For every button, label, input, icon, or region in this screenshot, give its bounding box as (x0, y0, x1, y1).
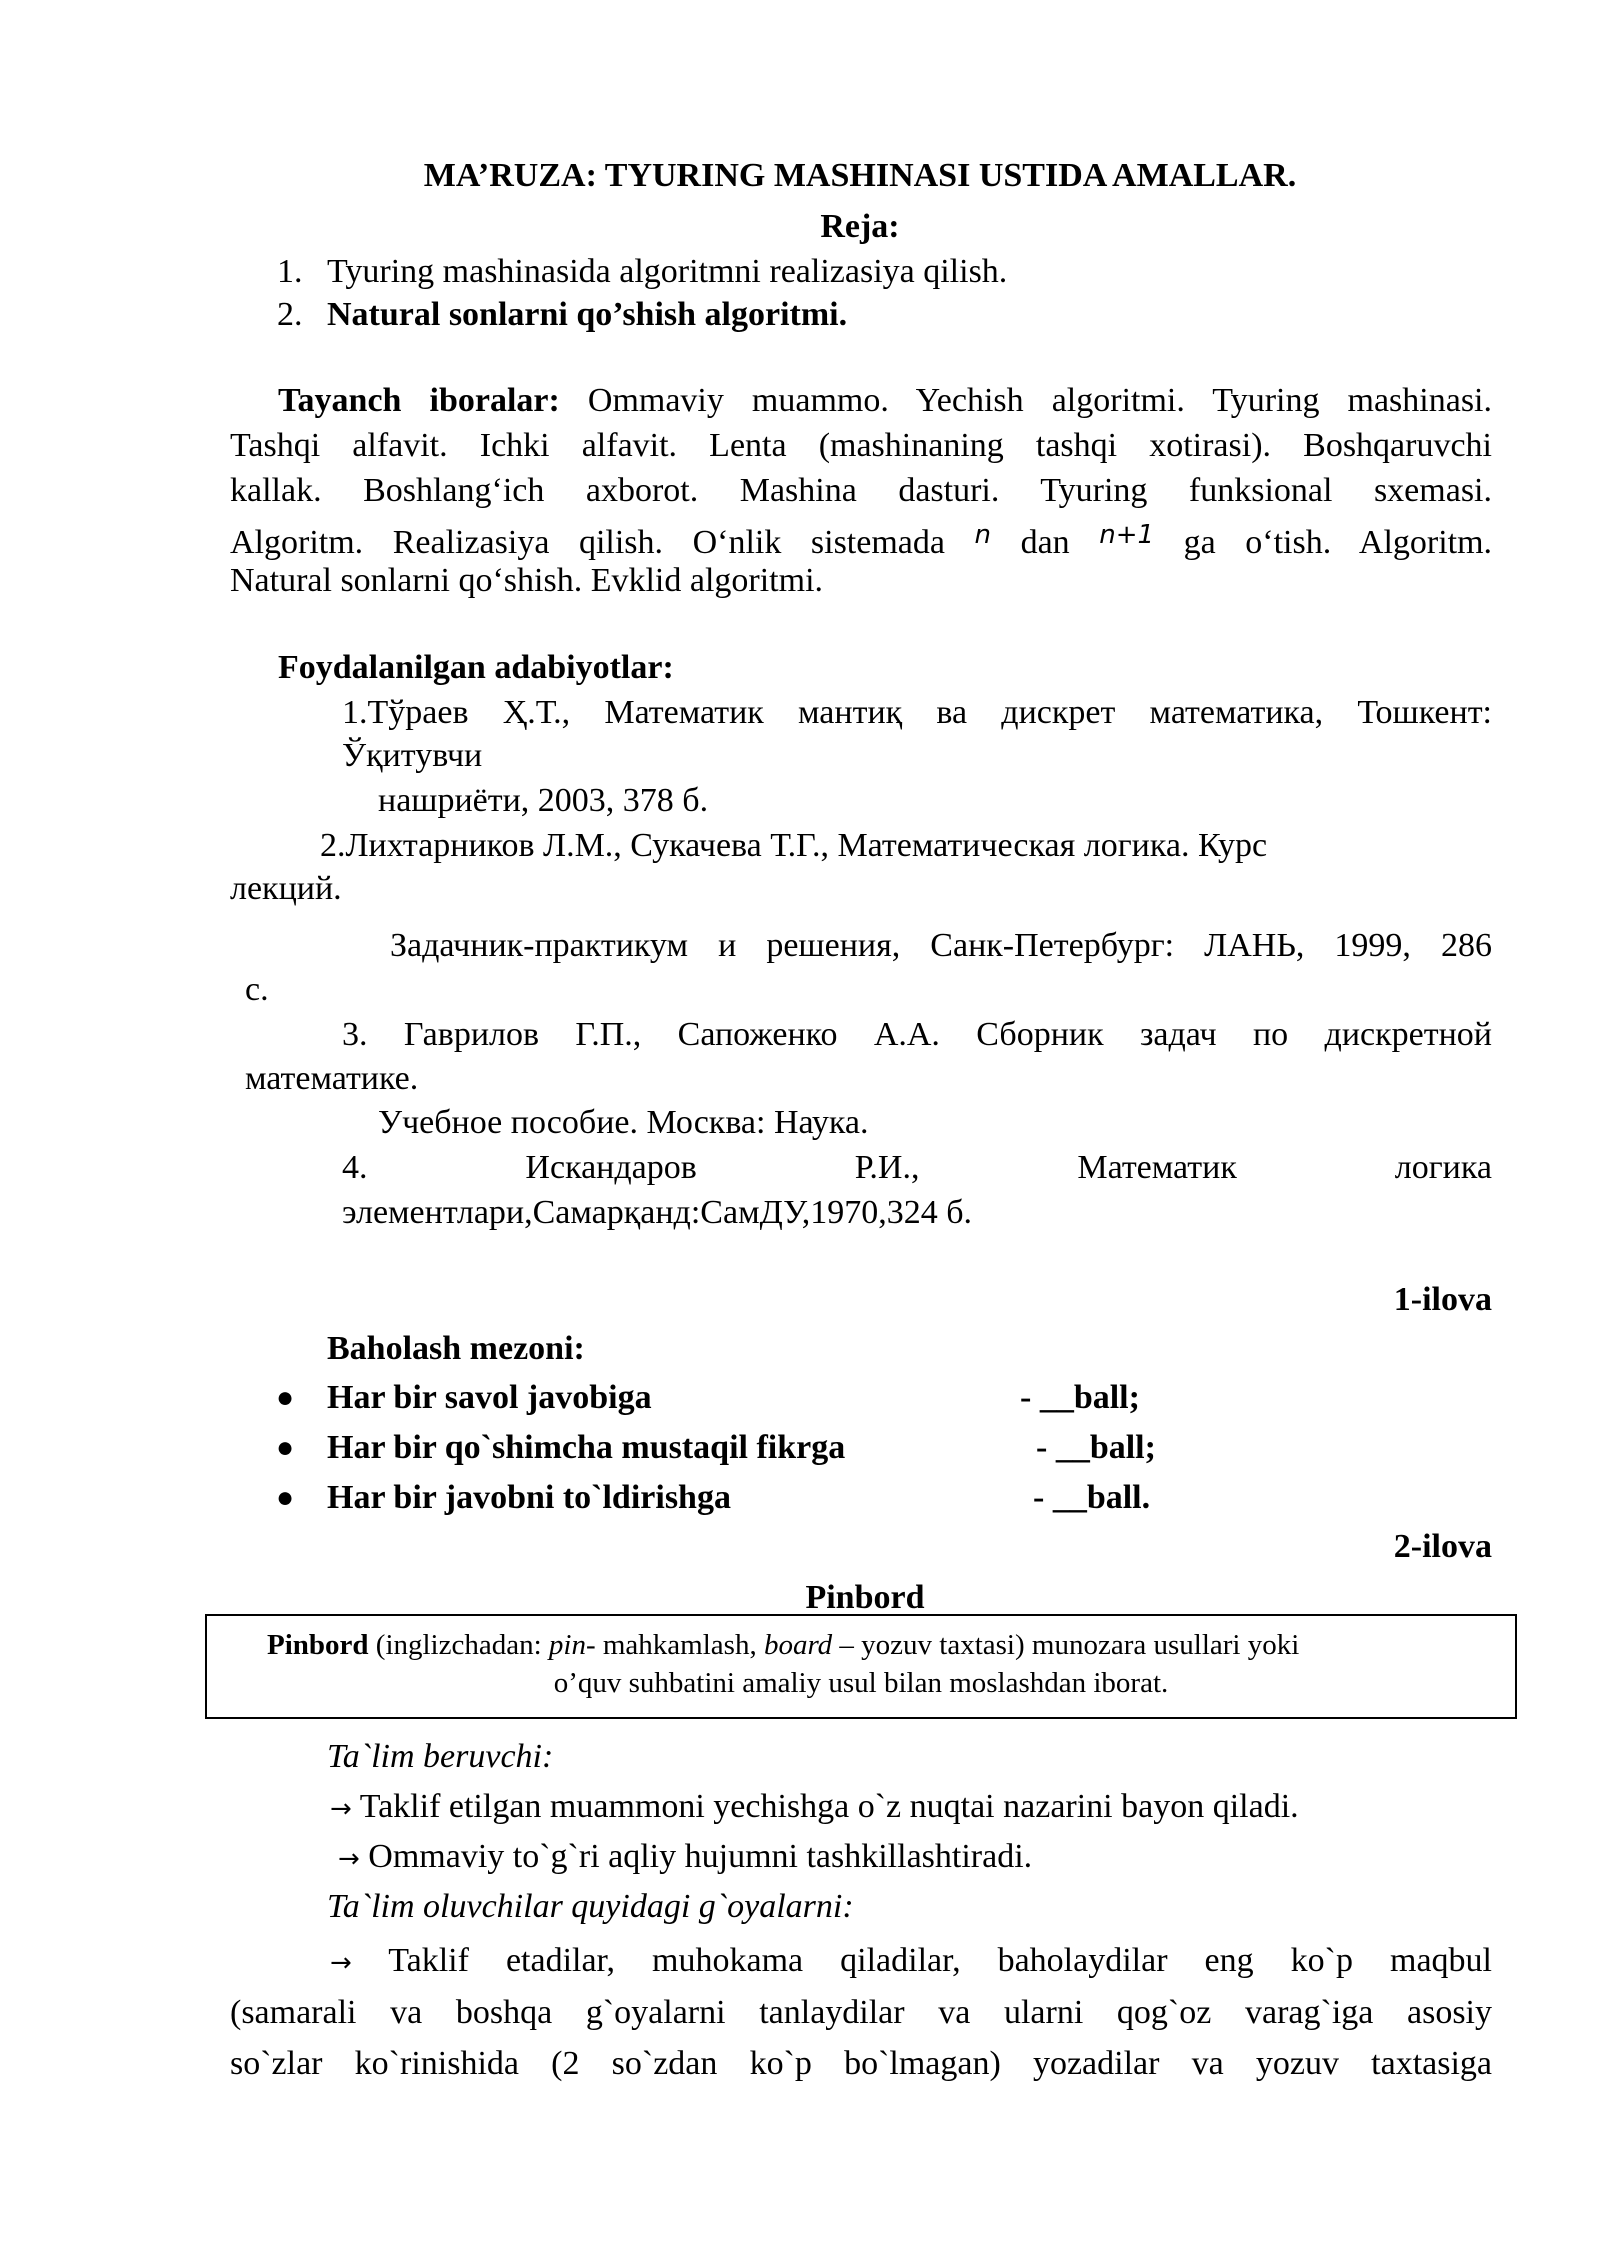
students-line: so`zlar ko`rinishida (2 so`zdan ko`p bo`lmagan) yozadilar va yozuv taxtasiga (230, 2045, 1492, 2082)
bullet-icon: ● (276, 1481, 295, 1514)
literature-heading: Foydalanilgan adabiyotlar: (278, 649, 674, 686)
keywords-label: Tayanch iboralar: (278, 382, 560, 419)
reference-line: Учебное пособие. Москва: Наука. (378, 1104, 869, 1141)
arrow-right-icon: → (338, 1844, 360, 1874)
reference-line: с. (245, 971, 269, 1008)
plan-item: Natural sonlarni qo’shish algoritmi. (327, 296, 848, 333)
plan-heading: Reja: (820, 208, 900, 245)
students-label: Ta`lim oluvchilar quyidagi g`oyalarni: (327, 1888, 854, 1925)
students-line: (samarali va boshqa g`oyalarni tanlaydilar va ularni qog`oz varag`iga asosiy (230, 1994, 1492, 2031)
reference-line (342, 1145, 1492, 1190)
reference-line: Ўқитувчи (342, 737, 483, 774)
keywords-text: Algoritm. Realizasiya qilish. O‘nlik sistemada (230, 524, 945, 561)
teacher-item-text: Taklif etilgan muammoni yechishga o`z nuqtai nazarini bayon qiladi. (359, 1788, 1299, 1825)
keywords-line: Natural sonlarni qo‘shish. Evklid algoritmi. (230, 562, 824, 599)
reference-line: лекций. (230, 870, 342, 907)
definition-term: Pinbord (267, 1629, 369, 1661)
criteria-item: Har bir savol javobiga (327, 1379, 652, 1416)
teacher-item (338, 1834, 1032, 1882)
keywords-line (278, 378, 1492, 423)
arrow-right-icon: → (330, 1794, 352, 1824)
appendix-1-label: 1-ilova (1393, 1281, 1492, 1318)
bullet-icon: ● (276, 1381, 295, 1414)
reference-line: Задачник-практикум и решения, Санк-Петербург: ЛАНЬ, 1999, 286 (390, 927, 1492, 964)
criteria-item: Har bir javobni to`ldirishga (327, 1479, 731, 1516)
reference-line: 3. Гаврилов Г.П., Сапоженко А.А. Сборник задач по дискретной (342, 1016, 1492, 1053)
reference-line: математике. (245, 1060, 419, 1097)
reference-text: Математик (1077, 1149, 1237, 1186)
reference-line: 2.Лихтарников Л.М., Сукачева Т.Г., Математическая логика. Курс (320, 827, 1268, 864)
definition-text: pin (548, 1629, 586, 1661)
teacher-item-text: Ommaviy to`g`ri aqliy hujumni tashkillashtiradi. (368, 1838, 1033, 1875)
lecture-title: MA’RUZA: TYURING MASHINASI USTIDA AMALLAR. (423, 157, 1297, 194)
math-n-plus-1: n+1 (1099, 520, 1155, 550)
keywords-text: dan (1020, 524, 1070, 561)
keywords-text: ga o‘tish. Algoritm. (1183, 524, 1493, 561)
definition-line (207, 1616, 1515, 1664)
definition-box (205, 1614, 1517, 1719)
definition-text: – yozuv taxtasi) munozara usullari yoki (832, 1629, 1300, 1661)
reference-text: Р.И., (854, 1149, 920, 1186)
criteria-item: Har bir qo`shimcha mustaqil fikrga (327, 1429, 846, 1466)
plan-item-number: 2. (277, 296, 303, 333)
keywords-text: Ommaviy muammo. Yechish algoritmi. Tyuring mashinasi. (587, 382, 1492, 419)
definition-text: - mahkamlash, (585, 1629, 764, 1661)
keywords-line: Tashqi alfavit. Ichki alfavit. Lenta (mashinaning tashqi xotirasi). Boshqaruvchi (230, 427, 1492, 464)
criteria-score: - __ball. (1033, 1479, 1151, 1516)
keywords-line: kallak. Boshlang‘ich axborot. Mashina dasturi. Tyuring funksional sxemasi. (230, 472, 1492, 509)
arrow-right-icon: → (330, 1948, 352, 1978)
criteria-score: - __ball; (1036, 1429, 1156, 1466)
students-text: Taklif etadilar, muhokama qiladilar, baholaydilar eng ko`p maqbul (388, 1942, 1493, 1979)
criteria-score: - __ball; (1020, 1379, 1140, 1416)
definition-text: board (763, 1629, 833, 1661)
reference-line: нашриёти, 2003, 378 б. (378, 782, 709, 819)
teacher-label: Ta`lim beruvchi: (327, 1738, 554, 1775)
definition-line: o’quv suhbatini amaliy usul bilan moslashdan iborat. (553, 1667, 1169, 1699)
reference-line: элементлари,Самарқанд:СамДУ,1970,324 б. (342, 1194, 973, 1231)
students-line (330, 1938, 1492, 1986)
definition-text: (inglizchadan: (368, 1629, 549, 1661)
reference-text: 4. (342, 1149, 368, 1186)
reference-text: логика (1394, 1149, 1492, 1186)
pinbord-heading: Pinbord (805, 1579, 925, 1616)
teacher-item (330, 1784, 1299, 1832)
plan-item-number: 1. (277, 253, 303, 290)
reference-line: 1.Тўраев Ҳ.Т., Математик мантиқ ва дискрет математика, Тошкент: (342, 694, 1492, 731)
appendix-2-label: 2-ilova (1393, 1528, 1492, 1565)
math-n: n (974, 520, 992, 550)
criteria-heading: Baholash mezoni: (327, 1330, 585, 1367)
plan-item: Tyuring mashinasida algoritmni realizasiya qilish. (327, 253, 1008, 290)
reference-text: Искандаров (525, 1149, 697, 1186)
bullet-icon: ● (276, 1431, 295, 1464)
